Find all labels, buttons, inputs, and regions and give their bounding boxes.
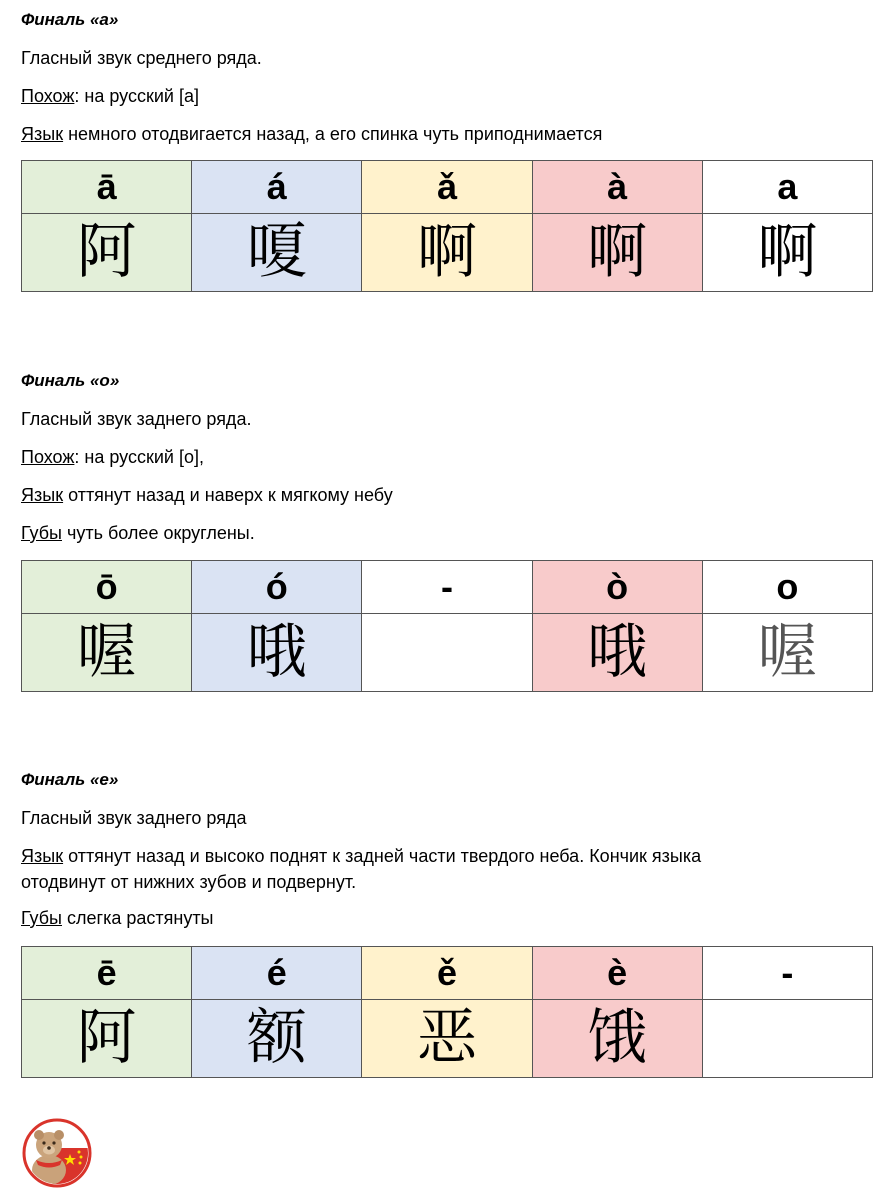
hanzi-cell: 阿	[22, 1000, 192, 1078]
section-title: Финаль «е»	[21, 770, 119, 789]
pinyin-row	[22, 947, 873, 1000]
tone-table-o	[21, 560, 873, 692]
lips-text: чуть более округлены.	[62, 523, 255, 543]
section-final-o	[21, 371, 873, 546]
tongue-text: немного отодвигается назад, а его спинка чуть приподнимается	[63, 124, 603, 144]
pinyin-cell: ā	[22, 161, 192, 214]
section-title: Финаль «о»	[21, 371, 120, 390]
hanzi-cell: 饿	[532, 1000, 702, 1078]
lips-line	[21, 520, 873, 546]
description-line: Гласный звук среднего ряда.	[21, 48, 262, 68]
lips-label: Губы	[21, 908, 62, 928]
tongue-line	[21, 843, 873, 895]
hanzi-cell: 哦	[192, 614, 362, 692]
tone-table-e	[21, 946, 873, 1078]
hanzi-row	[22, 614, 873, 692]
hanzi-cell: 阿	[22, 214, 192, 292]
pinyin-cell: o	[702, 561, 872, 614]
tongue-label: Язык	[21, 846, 64, 866]
lips-line	[21, 905, 873, 931]
description-line: Гласный звук заднего ряда	[21, 808, 247, 828]
hanzi-cell: 嗄	[192, 214, 362, 292]
pinyin-cell: a	[702, 161, 872, 214]
pinyin-cell: ò	[532, 561, 702, 614]
tongue-label: Язык	[21, 485, 64, 505]
hanzi-cell	[702, 1000, 872, 1078]
pinyin-cell: è	[532, 947, 702, 1000]
similar-text: : на русский [о],	[74, 447, 204, 467]
lips-label: Губы	[21, 523, 62, 543]
hanzi-cell	[362, 614, 532, 692]
description-line: Гласный звук заднего ряда.	[21, 409, 252, 429]
hanzi-cell: 啊	[362, 214, 532, 292]
pinyin-row	[22, 561, 873, 614]
similar-text: : на русский [а]	[74, 86, 199, 106]
bear-china-flag-icon	[22, 1118, 92, 1188]
hanzi-row	[22, 214, 873, 292]
pinyin-cell: ē	[22, 947, 192, 1000]
section-final-e	[21, 770, 873, 931]
tone-table-a	[21, 160, 873, 292]
pinyin-cell: á	[192, 161, 362, 214]
pinyin-cell: à	[532, 161, 702, 214]
pinyin-cell: ō	[22, 561, 192, 614]
pinyin-row	[22, 161, 873, 214]
pinyin-cell: ó	[192, 561, 362, 614]
tongue-text: оттянут назад и высоко поднят к задней части твердого неба. Кончик языка	[63, 846, 702, 866]
hanzi-cell: 哦	[532, 614, 702, 692]
similar-line	[21, 83, 873, 109]
similar-line	[21, 444, 873, 470]
pinyin-cell: ǎ	[362, 161, 532, 214]
tongue-text: оттянут назад и наверх к мягкому небу	[63, 485, 393, 505]
tongue-line	[21, 482, 873, 508]
hanzi-cell: 喔	[702, 614, 872, 692]
tongue-line	[21, 121, 873, 147]
tongue-label: Язык	[21, 124, 64, 144]
similar-label: Похож	[21, 86, 75, 106]
section-title: Финаль «а»	[21, 10, 119, 29]
pinyin-cell: ě	[362, 947, 532, 1000]
pinyin-cell: -	[702, 947, 872, 1000]
hanzi-cell: 啊	[532, 214, 702, 292]
tongue-text-2: отодвинут от нижних зубов и подвернут.	[21, 872, 357, 892]
pinyin-cell: é	[192, 947, 362, 1000]
hanzi-cell: 恶	[362, 1000, 532, 1078]
similar-label: Похож	[21, 447, 75, 467]
lips-text: слегка растянуты	[62, 908, 214, 928]
hanzi-cell: 额	[192, 1000, 362, 1078]
section-final-a	[21, 10, 873, 147]
hanzi-cell: 啊	[702, 214, 872, 292]
pinyin-cell: -	[362, 561, 532, 614]
hanzi-cell: 喔	[22, 614, 192, 692]
hanzi-row	[22, 1000, 873, 1078]
